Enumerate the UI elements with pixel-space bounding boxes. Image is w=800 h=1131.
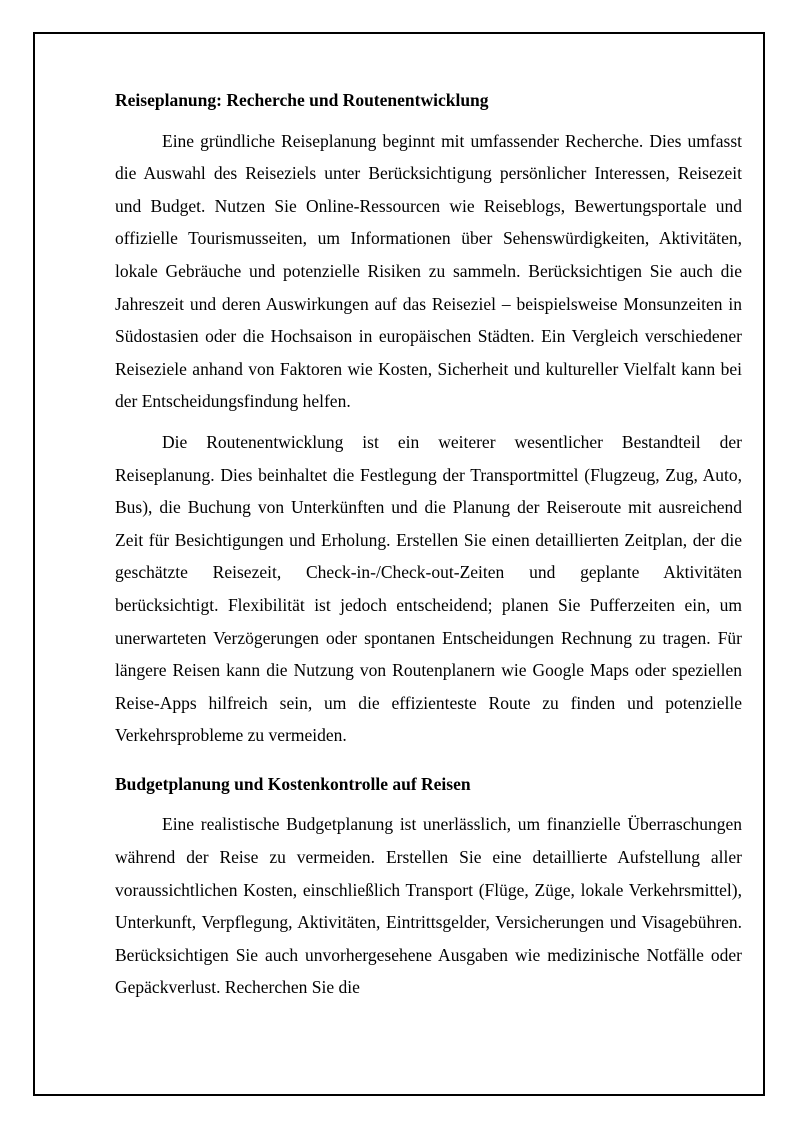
section-heading-budgetplanung: Budgetplanung und Kostenkontrolle auf Reisen (115, 773, 471, 794)
paragraph-routenentwicklung: Die Routenentwicklung ist ein weiterer wesentlicher Bestandteil der Reiseplanung. Dies beinhaltet die Festlegung der Transportmittel (Flugzeug, Zug, Auto, Bus), die Buchung von Unterkünften und die Planung der Reiseroute mit ausreichend Zeit für Besichtigungen und Erholung. Erstellen Sie einen detaillierten Zeitplan, der die geschätzte Reisezeit, Check-in-/Check-out-Zeiten und geplante Aktivitäten berücksichtigt. Flexibilität ist jedoch entscheidend; planen Sie Pufferzeiten ein, um unerwarteten Verzögerungen oder spontanen Entscheidungen Rechnung zu tragen. Für längere Reisen kann die Nutzung von Routenplanern wie Google Maps oder speziellen Reise-Apps hilfreich sein, um die effizienteste Route zu finden und potenzielle Verkehrsprobleme zu vermeiden. (115, 431, 742, 746)
paragraph-budget: Eine realistische Budgetplanung ist unerlässlich, um finanzielle Überraschungen während der Reise zu vermeiden. Erstellen Sie eine detaillierte Aufstellung aller voraussichtlichen Kosten, einschließlich Transport (Flüge, Züge, lokale Verkehrsmittel), Unterkunft, Verpflegung, Aktivitäten, Eintrittsgelder, Versicherungen und Visagebühren. Berücksichtigen Sie auch unvorhergesehene Ausgaben wie medizinische Notfälle oder Gepäckverlust. Recherchen Sie die (115, 814, 742, 998)
document-body (115, 84, 742, 1004)
paragraph-recherche: Eine gründliche Reiseplanung beginnt mit umfassender Recherche. Dies umfasst die Auswahl des Reiseziels unter Berücksichtigung persönlicher Interessen, Reisezeit und Budget. Nutzen Sie Online-Ressourcen wie Reiseblogs, Bewertungsportale und offizielle Tourismusseiten, um Informationen über Sehenswürdigkeiten, Aktivitäten, lokale Gebräuche und potenzielle Risiken zu sammeln. Berücksichtigen Sie auch die Jahreszeit und deren Auswirkungen auf das Reiseziel – beispielsweise Monsunzeiten in Südostasien oder die Hochsaison in europäischen Städten. Ein Vergleich verschiedener Reiseziele anhand von Faktoren wie Kosten, Sicherheit und kultureller Vielfalt kann bei der Entscheidungsfindung helfen. (115, 130, 742, 412)
section-heading-reiseplanung: Reiseplanung: Recherche und Routenentwicklung (115, 90, 489, 110)
